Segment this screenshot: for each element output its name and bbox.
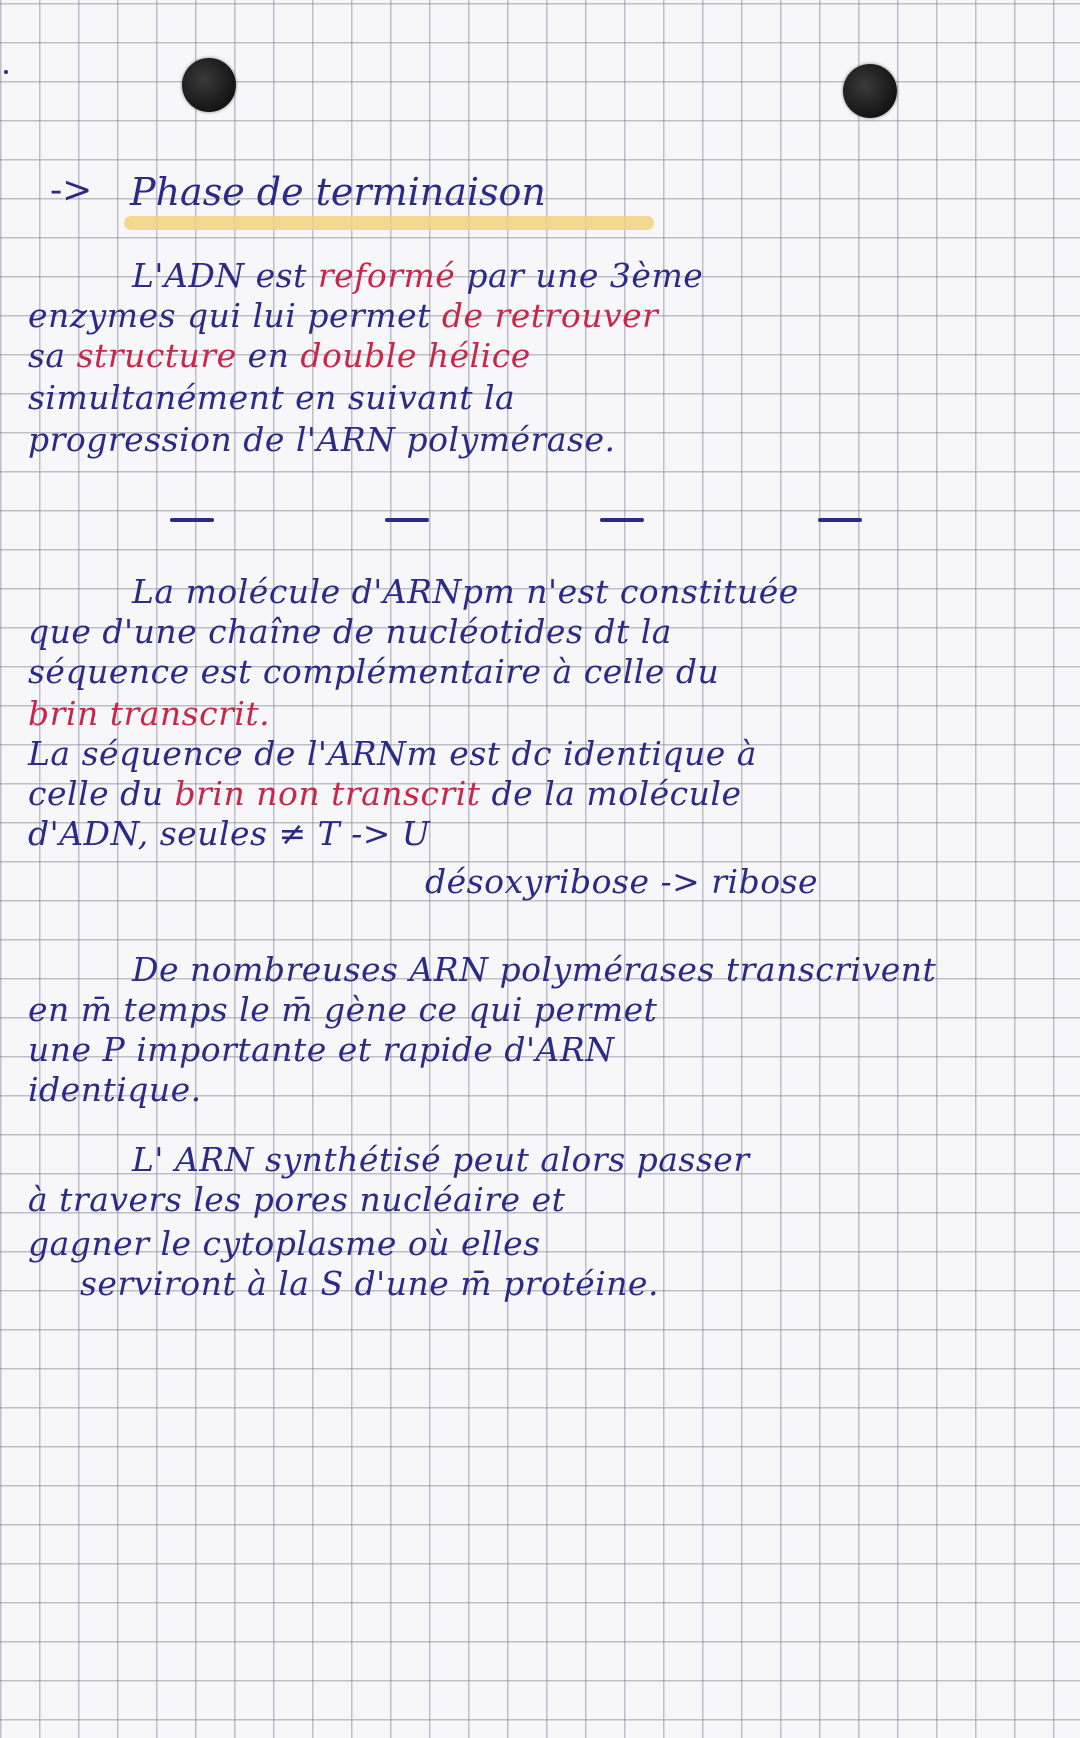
p1-l1-text-b: par une 3ème xyxy=(455,256,704,295)
p2-line-5: La séquence de l'ARNm est dc identique à xyxy=(28,734,757,773)
p1-line-2 xyxy=(28,296,658,336)
separator-dash-2 xyxy=(385,518,429,522)
p1-line-5: progression de l'ARN polymérase. xyxy=(28,420,616,459)
separator-dash-4 xyxy=(818,518,862,522)
p2-line-7: d'ADN, seules ≠ T -> U xyxy=(28,814,431,853)
title-highlight xyxy=(124,216,654,230)
p4-line-2: à travers les pores nucléaire et xyxy=(28,1180,566,1219)
margin-dot xyxy=(4,70,8,74)
p1-l1-text-a: L'ADN est xyxy=(132,256,318,295)
section-title: Phase de terminaison xyxy=(130,170,546,214)
p1-l2-text-a: enzymes qui lui permet xyxy=(28,296,442,335)
p1-line-1 xyxy=(132,256,703,296)
arrow-icon: -> xyxy=(50,170,93,211)
p4-line-3: gagner le cytoplasme où elles xyxy=(28,1224,541,1263)
p1-l3-red-2: double hélice xyxy=(300,336,531,375)
p2-line-2: que d'une chaîne de nucléotides dt la xyxy=(28,612,672,651)
p2-line-6 xyxy=(28,774,741,814)
section-heading xyxy=(50,170,546,220)
p1-line-3 xyxy=(28,336,531,376)
p3-line-1: De nombreuses ARN polymérases transcrivent xyxy=(132,950,937,989)
p2-l6-text-b: de la molécule xyxy=(480,774,742,813)
p1-line-4: simultanément en suivant la xyxy=(28,378,516,417)
p1-l2-red: de retrouver xyxy=(441,296,659,335)
p2-l6-red: brin non transcrit xyxy=(174,774,481,813)
p1-l1-red: reformé xyxy=(317,256,456,295)
p1-l3-text-b: en xyxy=(236,336,301,375)
punch-hole-right xyxy=(843,64,897,118)
p2-l4-red: brin transcrit. xyxy=(28,694,271,733)
separator-dash-3 xyxy=(600,518,644,522)
separator-dash-1 xyxy=(170,518,214,522)
p2-line-4 xyxy=(28,694,270,734)
p2-line-1: La molécule d'ARNpm n'est constituée xyxy=(132,572,799,611)
punch-hole-left xyxy=(182,58,236,112)
p1-l3-text-a: sa xyxy=(28,336,77,375)
p2-l6-text-a: celle du xyxy=(28,774,175,813)
p1-l3-red-1: structure xyxy=(76,336,237,375)
p4-line-1: L' ARN synthétisé peut alors passer xyxy=(132,1140,750,1179)
p2-line-8: désoxyribose -> ribose xyxy=(425,862,819,901)
p3-line-2: en m̄ temps le m̄ gène ce qui permet xyxy=(28,990,658,1029)
p3-line-4: identique. xyxy=(28,1070,202,1109)
p4-line-4: serviront à la S d'une m̄ protéine. xyxy=(80,1264,659,1303)
p3-line-3: une P importante et rapide d'ARN xyxy=(28,1030,615,1069)
p2-line-3: séquence est complémentaire à celle du xyxy=(28,652,720,691)
